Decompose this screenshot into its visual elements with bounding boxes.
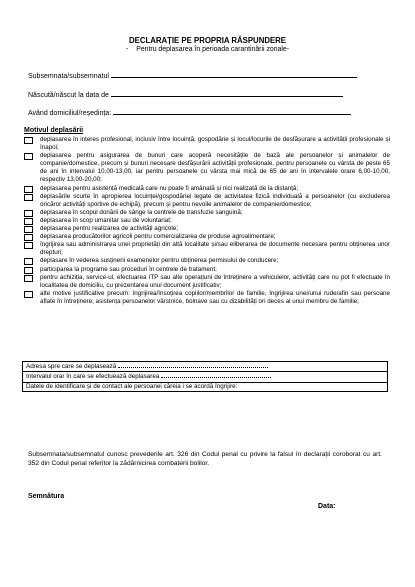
reason-text: deplasarea în scop umanitar sau de voluntariat; <box>40 216 172 224</box>
reason-item <box>24 233 390 241</box>
birth-date-label: Născută/născut la data de <box>28 92 109 99</box>
signature-label: Semnătura <box>28 493 65 500</box>
reason-checkbox[interactable] <box>24 194 33 201</box>
reason-checkbox[interactable] <box>24 258 33 265</box>
reason-text: deplasarea pentru asigurarea de bunuri care acoperă necesitățile de bază ale persoanelor și animalelor de companie/domestice, precum și bunuri necesare desfășurării activității profesionale, pentru persoanele cu vârsta de peste 65 de ani în intervalul 10,00-13,00, iar pentru persoanele cu vârsta mai mică de 65 de ani în intervalele orare 6,00-10,00, respectiv 13,00-20,00; <box>40 152 390 184</box>
reason-item <box>24 257 390 265</box>
undersigned-label: Subsemnata/subsemnatul <box>28 73 109 80</box>
subtitle-dash: - <box>125 46 129 53</box>
form-title: DECLARAȚIE PE PROPRIA RĂSPUNDERE <box>129 36 286 45</box>
reason-item <box>24 185 390 193</box>
reasons-section-title: Motivul deplasării <box>24 127 84 134</box>
reason-checkbox[interactable] <box>24 218 33 225</box>
reason-item <box>24 136 390 152</box>
reason-checkbox[interactable] <box>24 226 33 233</box>
reasons-list <box>24 136 390 306</box>
interval-label: Intervalul orar în care se efectuează deplasarea <box>26 373 160 381</box>
interval-row[interactable] <box>23 371 387 381</box>
reason-item <box>24 266 390 274</box>
date-label: Data: <box>318 503 336 510</box>
contact-row[interactable] <box>23 382 387 391</box>
reason-checkbox[interactable] <box>24 210 33 217</box>
reason-text: deplasarea în scopul donării de sânge la centrele de transfuzie sanguină; <box>40 208 243 216</box>
reason-text: deplasarea pentru realizarea de activități agricole; <box>40 225 178 233</box>
residence-label: Având domiciliul/reședința: <box>28 110 112 117</box>
reason-item <box>24 193 390 209</box>
reason-text: participarea la programe sau proceduri în centrele de tratament; <box>40 265 217 273</box>
subtitle-text: Pentru deplasarea în perioada carantinării zonale- <box>136 46 290 53</box>
contact-label: Datele de identificare și de contact ale persoanei căreia i se acordă îngrijire: <box>26 382 238 390</box>
reason-text: alte motive justificative precum: îngrijirea/însoțirea copiilor/membrilor de familie, îngrijirea unei/unui rude/afin sau persoane aflate în întreținere, asistența persoanelor vârstnice, bolnave sau cu dizabilități ori deces al unui membru de familie; <box>40 289 390 305</box>
reason-text: deplasarea producătorilor agricoli pentru comercializarea de produse agroalimentare; <box>40 233 276 241</box>
undersigned-line[interactable] <box>111 71 357 78</box>
reason-text: deplasările scurte în apropierea locuinței/gospodăriei legate de activitatea fizică individuală a persoanelor (cu excluderea oricăror activități sportive de echipă), precum și pentru nevoile animalelor de companie/domestice; <box>40 192 390 208</box>
legal-declaration: Subsemnata/subsemnatul cunosc prevederile art. 326 din Codul penal cu privire la falsul în declarații coroborat cu art. 352 din Codul penal referitor la zădărnicirea combaterii bolilor. <box>28 451 382 467</box>
reason-text: pentru achiziția, service-ul, efectuarea ITP sau alte operațiuni de întreținere a vehiculelor, activități care nu pot fi efectuate în localitatea de domiciliu, cu prezentarea unui document justificativ; <box>40 273 390 289</box>
details-box <box>22 361 388 392</box>
reason-item <box>24 274 390 290</box>
birth-date-line[interactable] <box>111 90 343 97</box>
reason-checkbox[interactable] <box>24 137 33 144</box>
reason-checkbox[interactable] <box>24 291 33 298</box>
reason-item <box>24 241 390 257</box>
reason-checkbox[interactable] <box>24 267 33 274</box>
reason-text: deplasarea în interes profesional, inclusiv între locuință, gospodărie și locul/locurile de desfășurare a activității profesionale și înapoi; <box>40 136 390 152</box>
reason-item <box>24 217 390 225</box>
reason-checkbox[interactable] <box>24 153 33 160</box>
birth-date-field[interactable] <box>28 90 343 99</box>
interval-line[interactable] <box>161 372 271 378</box>
reason-item <box>24 290 390 306</box>
reason-checkbox[interactable] <box>24 234 33 241</box>
reason-item <box>24 209 390 217</box>
reason-checkbox[interactable] <box>24 275 33 282</box>
destination-row[interactable] <box>23 362 387 371</box>
form-subtitle <box>0 46 415 53</box>
destination-label: Adresa spre care se deplasează <box>26 363 117 370</box>
residence-field[interactable] <box>28 108 351 117</box>
destination-line[interactable] <box>118 362 268 368</box>
reason-checkbox[interactable] <box>24 242 33 249</box>
reason-text: deplasare în vederea susținerii examenelor pentru obținerea permisului de conducere; <box>40 257 279 265</box>
residence-line[interactable] <box>113 108 351 115</box>
undersigned-field[interactable] <box>28 71 357 80</box>
reason-checkbox[interactable] <box>24 186 33 193</box>
reason-item <box>24 152 390 184</box>
reason-text: deplasarea pentru asistență medicală care nu poate fi amânată și nici realizată de la distanță; <box>40 184 299 192</box>
reason-item <box>24 225 390 233</box>
reason-text: îngrijirea sau administrarea unei proprietăți din altă localitate și/sau eliberarea de documente necesare pentru obținerea unor drepturi; <box>40 241 390 257</box>
